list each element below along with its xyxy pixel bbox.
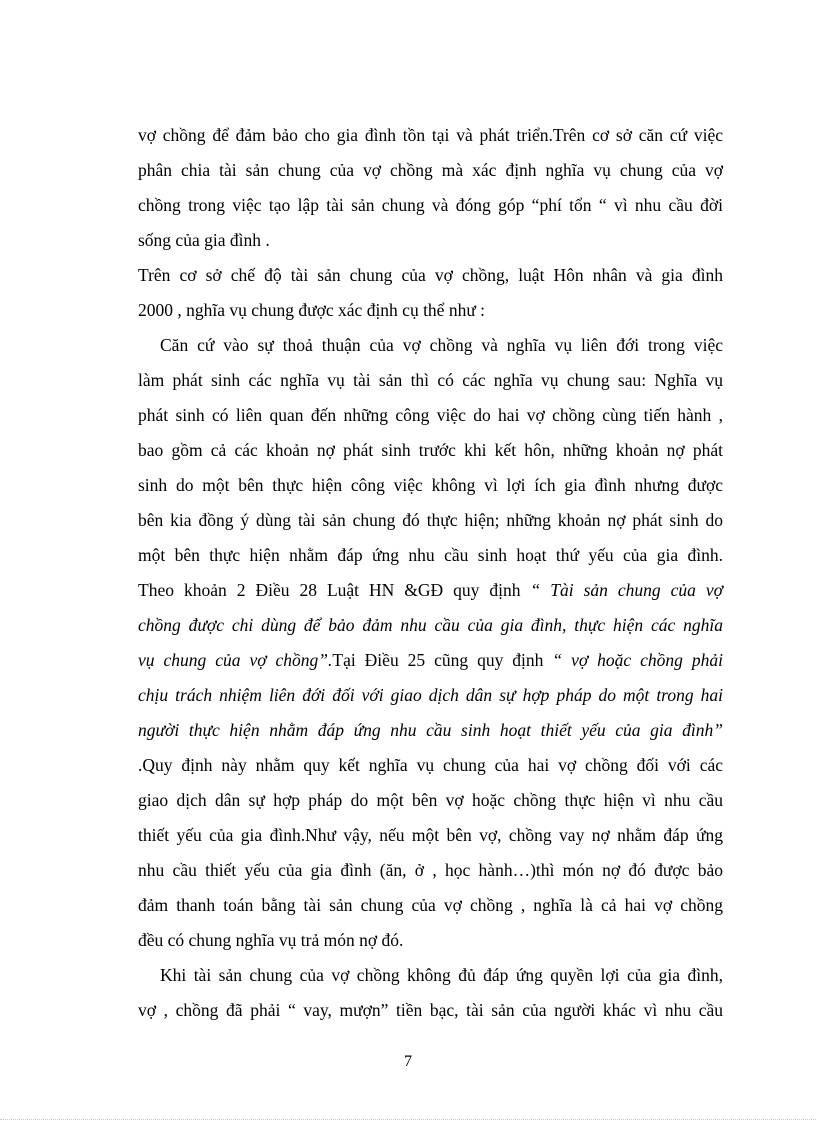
text-line: phát sinh có liên quan đến những công việc do hai vợ chồng cùng tiến hành , (138, 405, 723, 425)
text-line: một bên thực hiện nhằm đáp ứng nhu cầu sinh hoạt thứ yếu của gia đình. (138, 545, 723, 565)
text-run: Tại Điều 25 cũng quy định (332, 650, 553, 670)
text-line: chồng trong việc tạo lập tài sản chung và đóng góp “phí tổn “ vì nhu cầu đời (138, 195, 723, 215)
text-run: Theo khoản 2 Điều 28 Luật HN &GĐ quy định (138, 580, 531, 600)
text-line: vợ , chồng đã phải “ vay, mượn” tiền bạc, tài sản của người khác vì nhu cầu (138, 1000, 723, 1020)
text-line: sinh do một bên thực hiện công việc không vì lợi ích gia đình nhưng được (138, 475, 723, 495)
paragraph-first-line: Căn cứ vào sự thoả thuận của vợ chồng và nghĩa vụ liên đới trong việc (160, 335, 723, 355)
quote-run: người thực hiện nhằm đáp ứng nhu cầu sinh hoạt thiết yếu của gia đình” (138, 720, 723, 740)
quote-run: chồng được chi dùng để bảo đảm nhu cầu của gia đình, thực hiện các nghĩa (138, 615, 723, 635)
text-line (138, 579, 723, 601)
text-line: đều có chung nghĩa vụ trả món nợ đó. (138, 930, 404, 950)
quote-run: “ vợ hoặc chồng phải (552, 650, 723, 670)
text-line: nhu cầu thiết yếu của gia đình (ăn, ở , học hành…)thì món nợ đó được bảo (138, 860, 723, 880)
paragraph-first-line: Khi tài sản chung của vợ chồng không đủ đáp ứng quyền lợi của gia đình, (160, 965, 723, 985)
quote-run: chịu trách nhiệm liên đới đối với giao dịch dân sự hợp pháp do một trong hai (138, 685, 723, 705)
text-line: .Quy định này nhằm quy kết nghĩa vụ chung của hai vợ chồng đối với các (138, 755, 723, 775)
text-line: bên kia đồng ý dùng tài sản chung đó thực hiện; những khoản nợ phát sinh do (138, 510, 723, 530)
text-line: phân chia tài sản chung của vợ chồng mà xác định nghĩa vụ chung của vợ (138, 160, 723, 180)
quote-run: vụ chung của vợ chồng”. (138, 650, 333, 670)
text-line: vợ chồng để đảm bảo cho gia đình tồn tại và phát triển.Trên cơ sở căn cứ việc (138, 125, 723, 145)
text-line (138, 649, 723, 671)
text-line: 2000 , nghĩa vụ chung được xác định cụ thể như : (138, 300, 486, 320)
page-number: 7 (404, 1053, 412, 1070)
text-line: bao gồm cả các khoản nợ phát sinh trước khi kết hôn, những khoản nợ phát (138, 440, 723, 460)
text-line: làm phát sinh các nghĩa vụ tài sản thì có các nghĩa vụ chung sau: Nghĩa vụ (138, 370, 723, 390)
quote-line (138, 614, 723, 636)
quote-line (138, 719, 723, 741)
quote-line (138, 684, 723, 706)
text-line: Trên cơ sở chế độ tài sản chung của vợ chồng, luật Hôn nhân và gia đình (138, 265, 723, 285)
text-line: sống của gia đình . (138, 230, 270, 250)
page-bottom-divider (0, 1119, 816, 1120)
text-line: thiết yếu của gia đình.Như vậy, nếu một bên vợ, chồng vay nợ nhằm đáp ứng (138, 825, 723, 845)
quote-run: “ Tài sản chung của vợ (530, 580, 724, 600)
text-line: giao dịch dân sự hợp pháp do một bên vợ hoặc chồng thực hiện vì nhu cầu (138, 790, 723, 810)
text-line: đảm thanh toán bằng tài sản chung của vợ chồng , nghĩa là cả hai vợ chồng (138, 895, 723, 915)
